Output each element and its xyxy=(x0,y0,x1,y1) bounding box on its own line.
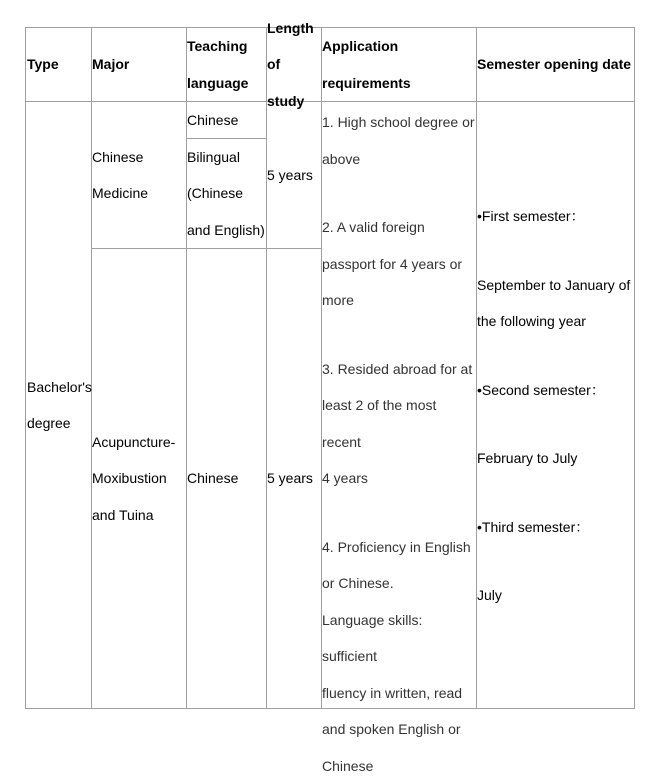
length-label: 5 years xyxy=(267,460,313,497)
requirement-4-line4: fluency in written, read xyxy=(322,675,476,712)
semester-3-label: •Third semester： xyxy=(477,509,630,546)
requirement-3-line1: 3. Resided abroad for at xyxy=(322,351,476,388)
requirement-4-line6: Chinese xyxy=(322,748,476,784)
type-line2: degree xyxy=(27,405,92,442)
requirement-1-line2: above xyxy=(322,141,476,178)
header-teaching-language-line1: Teaching xyxy=(187,28,248,65)
semester-2-label: •Second semester： xyxy=(477,372,630,409)
major-line1: Acupuncture- xyxy=(92,424,175,461)
major-acupuncture xyxy=(91,249,186,708)
requirement-2-line1: 2. A valid foreign xyxy=(322,209,476,246)
major-line3: and Tuina xyxy=(92,497,175,534)
major-chinese-medicine xyxy=(91,102,186,248)
requirement-1-line1: 1. High school degree or xyxy=(322,104,476,141)
header-length xyxy=(266,28,321,101)
header-teaching-language xyxy=(186,28,266,101)
language-chinese xyxy=(186,102,266,138)
header-major-label: Major xyxy=(92,46,129,83)
header-length-line1: Length xyxy=(267,10,321,47)
semester-2-period: February to July xyxy=(477,440,630,477)
semester-cell xyxy=(476,102,634,708)
language-line2: (Chinese xyxy=(187,175,265,212)
language-acupuncture xyxy=(186,249,266,708)
requirement-4-line2: or Chinese. xyxy=(322,565,476,602)
header-major xyxy=(91,28,186,101)
type-cell xyxy=(26,102,91,708)
header-type xyxy=(26,28,91,101)
header-semester xyxy=(476,28,634,101)
semester-1-period: September to January of xyxy=(477,267,630,304)
major-line2: Medicine xyxy=(92,175,148,212)
language-bilingual xyxy=(186,139,266,248)
language-line1: Bilingual xyxy=(187,139,265,176)
requirement-4-line3: Language skills: sufficient xyxy=(322,602,476,675)
requirement-2-line3: more xyxy=(322,282,476,319)
language-line3: and English) xyxy=(187,212,265,249)
language-label: Chinese xyxy=(187,460,238,497)
header-length-line2: of study xyxy=(267,46,321,119)
requirement-3-line2: least 2 of the most recent xyxy=(322,387,476,460)
requirement-4-line5: and spoken English or xyxy=(322,711,476,748)
header-application-line2: requirements xyxy=(322,65,411,102)
program-table xyxy=(25,27,635,709)
requirement-3-line3: 4 years xyxy=(322,460,476,497)
language-label: Chinese xyxy=(187,102,238,139)
header-type-label: Type xyxy=(27,46,59,83)
semester-3-period: July xyxy=(477,577,630,614)
requirement-2-line2: passport for 4 years or xyxy=(322,246,476,283)
requirements-cell xyxy=(321,102,476,708)
major-line1: Chinese xyxy=(92,139,148,176)
header-application xyxy=(321,28,476,101)
semester-1-period-line2: the following year xyxy=(477,303,630,340)
length-acupuncture xyxy=(266,249,321,708)
header-application-line1: Application xyxy=(322,28,411,65)
header-semester-label: Semester opening date xyxy=(477,46,631,83)
requirement-4-line1: 4. Proficiency in English xyxy=(322,529,476,566)
length-label: 5 years xyxy=(267,157,313,194)
length-chinese-medicine xyxy=(266,102,321,248)
major-line2: Moxibustion xyxy=(92,460,175,497)
header-teaching-language-line2: language xyxy=(187,65,248,102)
type-line1: Bachelor's xyxy=(27,369,92,406)
semester-1-label: •First semester： xyxy=(477,198,630,235)
